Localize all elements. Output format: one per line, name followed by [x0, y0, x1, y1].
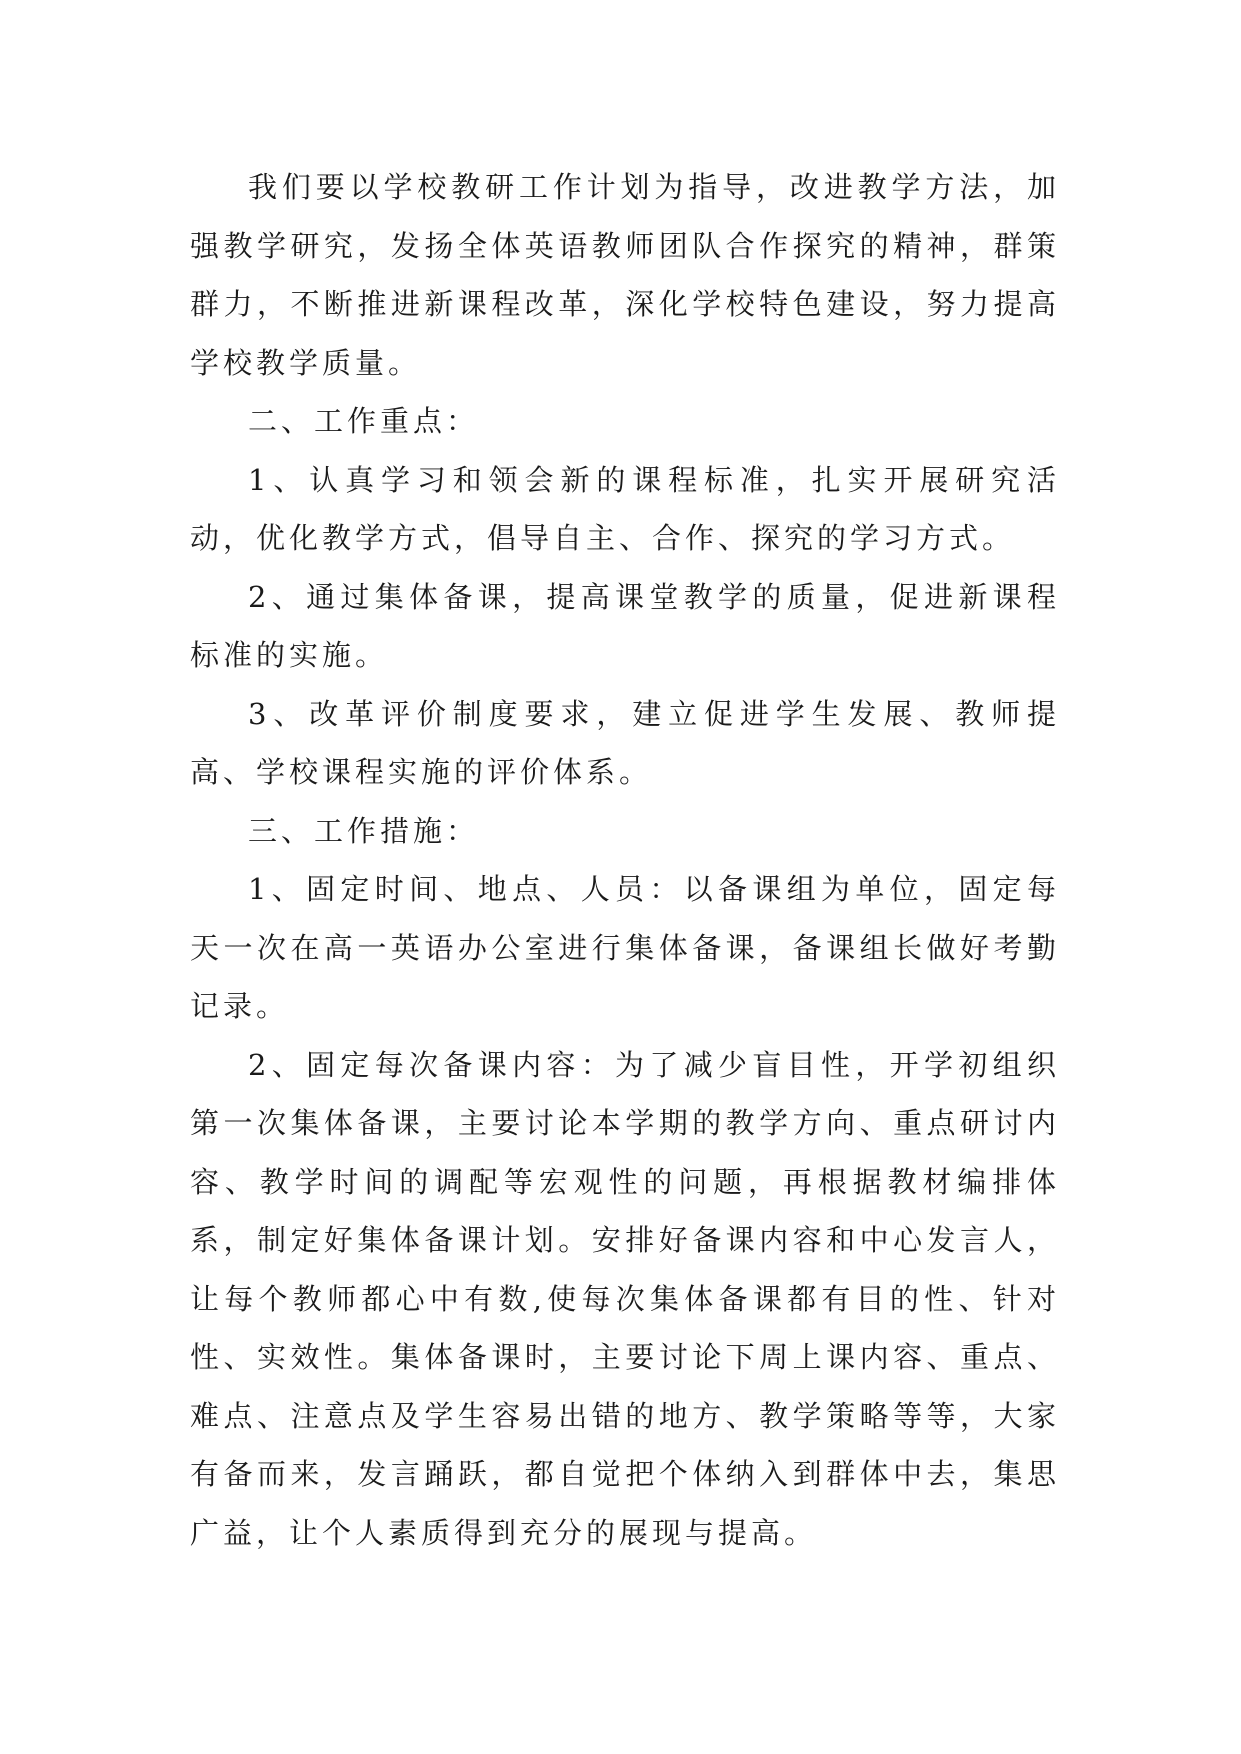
- document-body: [190, 158, 1060, 1562]
- paragraph-measure-1: 1、固定时间、地点、人员：以备课组为单位，固定每天一次在高一英语办公室进行集体备课，备课组长做好考勤记录。: [190, 872, 1060, 1023]
- paragraph-focus-1: 1、认真学习和领会新的课程标准，扎实开展研究活动，优化教学方式，倡导自主、合作、探究的学习方式。: [190, 462, 1060, 555]
- paragraph-intro: 我们要以学校教研工作计划为指导，改进教学方法，加强教学研究，发扬全体英语教师团队合作探究的精神，群策群力，不断推进新课程改革，深化学校特色建设，努力提高学校教学质量。: [190, 170, 1060, 380]
- heading-work-focus: 二、工作重点：: [248, 404, 480, 438]
- paragraph-measure-2: 2、固定每次备课内容：为了减少盲目性，开学初组织第一次集体备课，主要讨论本学期的教学方向、重点研讨内容、教学时间的调配等宏观性的问题，再根据教材编排体系，制定好集体备课计划。安排好备课内容和中心发言人，让每个教师都心中有数,使每次集体备课都有目的性、针对性、实效性。集体备课时，主要讨论下周上课内容、重点、难点、注意点及学生容易出错的地方、教学策略等等，大家有备而来，发言踊跃，都自觉把个体纳入到群体中去，集思广益，让个人素质得到充分的展现与提高。: [190, 1047, 1060, 1550]
- heading-work-measures: 三、工作措施：: [248, 813, 480, 848]
- paragraph-focus-2: 2、通过集体备课，提高课堂教学的质量，促进新课程标准的实施。: [190, 579, 1060, 672]
- paragraph-focus-3: 3、改革评价制度要求，建立促进学生发展、教师提高、学校课程实施的评价体系。: [190, 696, 1060, 789]
